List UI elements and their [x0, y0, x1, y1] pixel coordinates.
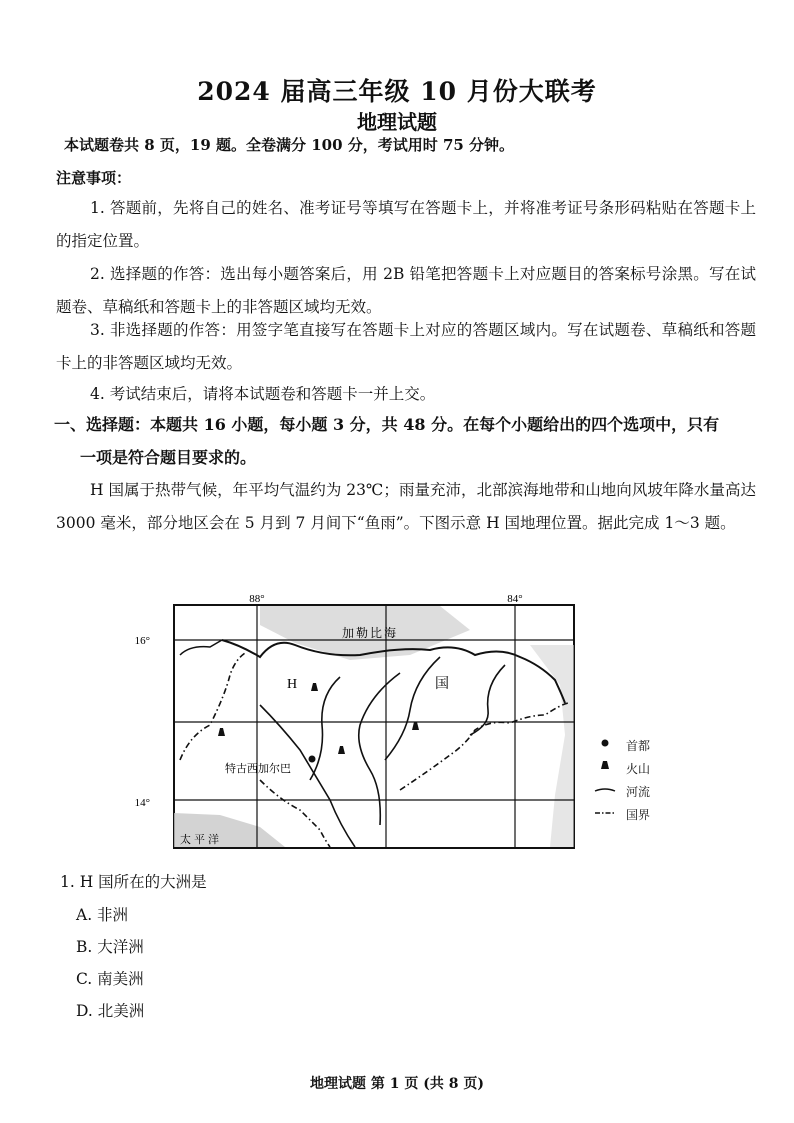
notice-item-4: 4. 考试结束后，请将本试题卷和答题卡一并上交。: [90, 385, 436, 403]
question-1-stem: 1. H 国所在的大洲是: [60, 873, 207, 891]
question-1-option-a: A. 非洲: [76, 906, 129, 924]
lon-label-84: 84°: [507, 593, 523, 605]
capital-label: 特古西加尔巴: [225, 762, 291, 775]
question-stem: H 国属于热带气候，年平均气温约为 23℃；雨量充沛，北部滨海地带和山地向风坡年降水量高达 3000 毫米，部分地区会在 5 月到 7 月间下“鱼雨”。下图示意 H 国地理位置。据此完成 1～3 题。: [56, 481, 756, 532]
ocean-label: 太平洋: [180, 833, 222, 846]
legend-volcano-symbol: [601, 761, 609, 769]
country-label-guo: 国: [435, 676, 449, 692]
notice-heading: 注意事项：: [56, 169, 132, 187]
page-footer: 地理试题 第 1 页 (共 8 页): [310, 1076, 484, 1092]
legend-capital-label: 首都: [626, 739, 651, 753]
map-figure: [110, 585, 620, 855]
question-1-option-b: B. 大洋洲: [76, 938, 144, 956]
lon-label-88: 88°: [249, 593, 265, 605]
question-1-option-c: C. 南美洲: [76, 970, 144, 988]
legend-volcano-label: 火山: [626, 762, 651, 776]
sea-label: 加勒比海: [342, 626, 399, 640]
legend-border-label: 国界: [626, 808, 651, 822]
legend-river-label: 河流: [626, 785, 651, 799]
lat-label-14: 14°: [134, 797, 150, 809]
question-1-option-d: D. 北美洲: [76, 1002, 145, 1020]
section-heading-line2: 一项是符合题目要求的。: [80, 448, 257, 467]
country-label-h: H: [287, 677, 298, 692]
capital-marker: [309, 756, 316, 763]
exam-title: 2024 届高三年级 10 月份大联考: [197, 77, 597, 106]
exam-intro: 本试题卷共 8 页，19 题。全卷满分 100 分，考试用时 75 分钟。: [64, 136, 515, 154]
notice-item-3: 3. 非选择题的作答：用签字笔直接写在答题卡上对应的答题区域内。写在试题卷、草稿纸和答题卡上的非答题区域均无效。: [56, 321, 756, 372]
section-heading-line1: 一、选择题：本题共 16 小题，每小题 3 分，共 48 分。在每个小题给出的四个选项中，只有: [54, 415, 720, 434]
lat-label-16: 16°: [134, 635, 150, 647]
exam-subtitle: 地理试题: [357, 110, 437, 134]
notice-item-2: 2. 选择题的作答：选出每小题答案后，用 2B 铅笔把答题卡上对应题目的答案标号涂黑。写在试题卷、草稿纸和答题卡上的非答题区域均无效。: [56, 265, 756, 316]
legend-river-symbol: [595, 789, 615, 791]
legend-capital-symbol: [602, 740, 609, 747]
notice-item-1: 1. 答题前，先将自己的姓名、准考证号等填写在答题卡上，并将准考证号条形码粘贴在答题卡上的指定位置。: [56, 199, 756, 250]
section-heading: [54, 408, 770, 474]
